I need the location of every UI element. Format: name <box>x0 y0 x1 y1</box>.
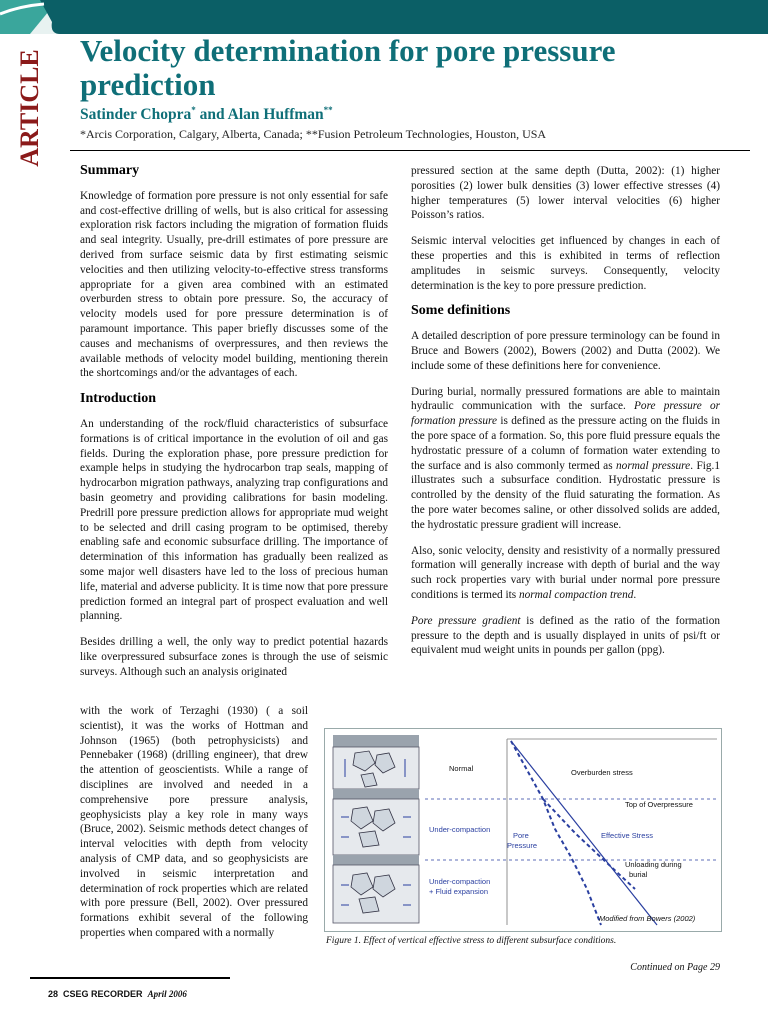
page-number: 28 <box>48 989 59 999</box>
right-paragraph-4 <box>411 385 720 533</box>
p5-part-a: Also, sonic velocity, density and resistivity of a normally pressured formation will generally increase with depth of burial and the way such rock properties vary with burial under normal pore pressure conditions is termed its <box>411 544 720 601</box>
author-2-mark: ** <box>323 105 333 115</box>
top-banner <box>0 0 768 34</box>
rock-panel-fluid-expansion <box>333 865 419 923</box>
p6-part-b: is defined as the ratio of the formation pressure to the depth and is usually displayed in units of psi/ft or equivalent mud weight units in pounds per gallon (ppg). <box>411 614 720 657</box>
label-under-compaction: Under-compaction <box>429 825 491 834</box>
right-paragraph-6 <box>411 614 720 658</box>
issue-date: April 2006 <box>147 989 187 999</box>
figure-caption: Figure 1. Effect of vertical effective stress to different subsurface conditions. <box>326 936 617 946</box>
p4-part-b: is defined as the pressure acting on the fluids in the pore space of a formation. So, this pore fluid pressure equals the hydrostatic pressure of a column of formation water extending to the surface and is also commonly termed as <box>411 415 720 472</box>
introduction-heading: Introduction <box>80 391 156 407</box>
label-pressure: Pressure <box>507 841 538 850</box>
definitions-heading: Some definitions <box>411 303 511 319</box>
p4-part-a: During burial, normally pressured formations are able to maintain hydraulic communication with the surface. <box>411 385 720 413</box>
author-2: Alan Huffman <box>227 106 324 124</box>
author-1-mark: * <box>191 105 196 115</box>
right-paragraph-5 <box>411 544 720 603</box>
right-column <box>411 164 720 669</box>
affiliation: *Arcis Corporation, Calgary, Alberta, Canada; **Fusion Petroleum Technologies, Houston, USA <box>80 127 547 141</box>
figure-1 <box>324 728 722 932</box>
summary-heading: Summary <box>80 163 140 178</box>
author-1: Satinder Chopra <box>80 106 192 124</box>
introduction-paragraph-2-wrap: with the work of Terzaghi (1930) ( a soil scientist), it was the works of Hottman and Johnson (1965) (both petrophysicists) and Pennebaker (1968) (drilling engineer), that drew the attention of geoscientists. While a range of disciplines are involved and needed in a comprehensive pore pressure analysis, geophysicists play a key role in many ways (Bruce, 2002). Seismic methods detect changes of interval velocities with depth from velocity analysis of CMP data, and so geophysicists are involved in seismic interpretation and determination of rock properties which are related with pore pressure (Bell, 2002). Over pressured formations exhibit several of the following properties when compared with a normally <box>80 705 308 939</box>
author-connector: and <box>195 106 228 124</box>
header-divider <box>70 150 750 151</box>
label-pore: Pore <box>513 831 529 840</box>
right-paragraph-3: A detailed description of pore pressure terminology can be found in Bruce and Bowers (2002), Bowers (2002) and Dutta (2002). We include some of these definitions here for convenience. <box>411 330 720 372</box>
right-paragraph-1: pressured section at the same depth (Dutta, 2002): (1) higher porosities (2) lower bulk densities (3) lower effective stresses (4) higher temperatures (5) lower interval velocities (6) higher Poisson’s ratios. <box>411 165 720 222</box>
label-modified-from: Modified from Bowers (2002) <box>599 914 696 923</box>
footer-divider <box>30 977 230 979</box>
introduction-paragraph-1: An understanding of the rock/fluid characteristics of subsurface formations is of critical importance in the evolution of oil and gas fields. During the exploration phase, pore pressure prediction for example helps in studying the hydrocarbon trap seals, mapping of hydrocarbon migration pathways, analyzing trap configurations and basin geometry and providing calibrations for basin modeling. Predrill pore pressure prediction allows for appropriate mud weight to be selected and drill casing program to be optimised, thereby enabling safe and economic subsurface drilling. The importance of determination of this information has gradually been realized as some major well disasters have led to the loss of precious human life, material and adverse publicity. It is time now that pore pressure prediction formed an integral part of prospect evaluation and well planning. <box>80 417 388 623</box>
label-effective-stress: Effective Stress <box>601 831 653 840</box>
article-tag-text: ARTICLE <box>15 49 44 167</box>
left-column <box>80 164 388 691</box>
label-unloading-2: burial <box>629 870 648 879</box>
p4-part-c: . Fig.1 illustrates such a subsurface condition. Hydrostatic pressure is controlled by the density of the fluid saturating the formation. As the pore water becomes saline, or other dissolved solids are added, the hydrostatic pressure gradient will increase. <box>411 459 720 531</box>
p5-term-compaction-trend: normal compaction trend <box>518 588 634 601</box>
p4-term-normal-pressure: normal pressure <box>616 459 691 472</box>
label-normal: Normal <box>449 764 474 773</box>
label-fluid-expansion: + Fluid expansion <box>429 887 488 896</box>
p4-term-pore-pressure: Pore pressure or formation pressure <box>411 400 720 428</box>
introduction-paragraph-2: Besides drilling a well, the only way to predict potential hazards like overpressured subsurface zones is through the use of seismic surveys. Although such an analysis originated <box>80 636 388 678</box>
label-unloading-1: Unloading during <box>625 860 682 869</box>
p6-term-gradient: Pore pressure gradient <box>411 614 521 627</box>
footer <box>48 989 187 999</box>
article-title: Velocity determination for pore pressure prediction <box>80 33 616 102</box>
article-tag <box>15 38 49 178</box>
label-overburden: Overburden stress <box>571 768 633 777</box>
continued-note: Continued on Page 29 <box>630 962 720 973</box>
journal-name: CSEG RECORDER <box>63 989 143 999</box>
rock-panel-normal <box>333 735 419 799</box>
authors <box>80 105 333 124</box>
summary-text: Knowledge of formation pore pressure is not only essential for safe and cost-effective drilling of wells, but is also critical for assessing exploration risk factors including the migration of formation fluids and seal integrity. Usually, pre-drill estimates of pore pressure are derived from surface seismic data by first estimating seismic velocities and then utilizing velocity-to-effective stress transforms appropriate for a given area combined with an estimated overburden stress to obtain pore pressure. So, the accuracy of velocity models used for pore pressure determination is of paramount importance. This paper briefly discusses some of the causes and mechanisms of overpressures, and then reviews the available methods of velocity model building, mentioning therein the shortcomings and/or the advantages of each. <box>80 189 388 380</box>
label-under-compaction-2: Under-compaction <box>429 877 491 886</box>
right-paragraph-2: Seismic interval velocities get influenced by changes in each of these properties and this is exhibited in terms of reflection amplitudes in seismic surveys. Consequently, velocity determination is the key to pore pressure prediction. <box>411 235 720 292</box>
label-top-overpressure: Top of Overpressure <box>625 800 693 809</box>
p5-part-b: . <box>633 588 637 601</box>
rock-panel-undercompaction <box>333 799 419 865</box>
